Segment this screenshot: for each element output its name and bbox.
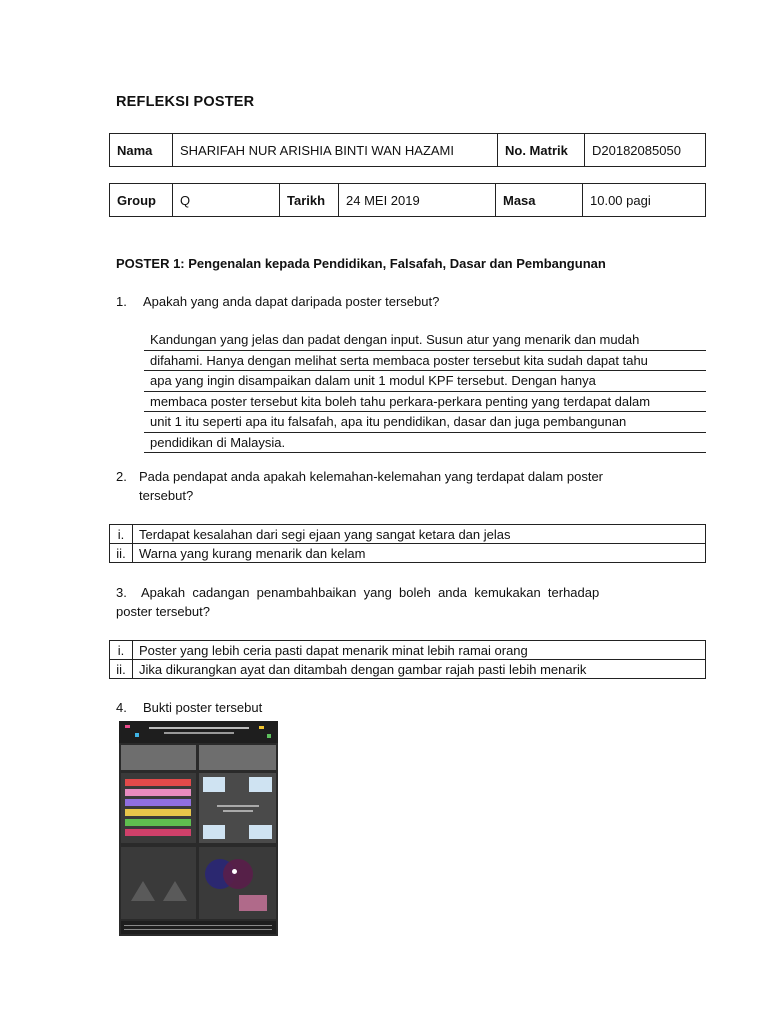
poster-title-line: [124, 929, 272, 930]
q2-text-line2: tersebut?: [139, 488, 194, 503]
matrik-value: D20182085050: [585, 134, 706, 167]
confetti-shape: [259, 726, 264, 729]
q1-text: Apakah yang anda dapat daripada poster tersebut?: [143, 294, 440, 309]
nama-value: SHARIFAH NUR ARISHIA BINTI WAN HAZAMI: [173, 134, 498, 167]
poster-color-bar: [125, 789, 191, 796]
poster-text-box: [239, 895, 267, 911]
q3-text-line2: poster tersebut?: [116, 604, 210, 619]
tarikh-label: Tarikh: [280, 184, 339, 217]
poster-text-box: [249, 825, 272, 839]
poster-color-bar: [125, 819, 191, 826]
q4-number: 4.: [116, 700, 127, 715]
group-label: Group: [110, 184, 173, 217]
confetti-shape: [125, 725, 130, 728]
poster-footer: [121, 921, 276, 934]
poster-text-box: [203, 825, 225, 839]
q1-answer: [144, 330, 706, 453]
poster-color-bar: [125, 829, 191, 836]
poster-shape: [163, 881, 187, 901]
poster-dot: [232, 869, 237, 874]
poster-color-bar: [125, 809, 191, 816]
poster-heading: POSTER 1: Pengenalan kepada Pendidikan, Falsafah, Dasar dan Pembangunan: [116, 256, 606, 271]
list-item-text: Poster yang lebih ceria pasti dapat menarik minat lebih ramai orang: [133, 641, 706, 660]
list-item: [110, 641, 706, 660]
list-item-number: i.: [110, 641, 133, 660]
confetti-shape: [135, 733, 139, 737]
q2-list: [109, 524, 706, 563]
list-item-number: ii.: [110, 544, 133, 563]
poster-title-line: [149, 727, 249, 729]
answer-line: difahami. Hanya dengan melihat serta membaca poster tersebut kita sudah dapat tahu: [144, 351, 706, 372]
list-item-text: Warna yang kurang menarik dan kelam: [133, 544, 706, 563]
list-item-number: i.: [110, 525, 133, 544]
q2-text-line1: Pada pendapat anda apakah kelemahan-kelemahan yang terdapat dalam poster: [139, 469, 604, 484]
poster-title-line: [223, 810, 253, 812]
q3-text-line1: Apakah cadangan penambahbaikan yang boleh anda kemukakan terhadap: [141, 585, 600, 600]
list-item-text: Terdapat kesalahan dari segi ejaan yang sangat ketara dan jelas: [133, 525, 706, 544]
poster-color-bar: [125, 779, 191, 786]
q2-number: 2.: [116, 469, 127, 484]
masa-label: Masa: [496, 184, 583, 217]
q3-number: 3.: [116, 585, 127, 600]
group-value: Q: [173, 184, 280, 217]
q1-number: 1.: [116, 294, 127, 309]
tarikh-value: 24 MEI 2019: [339, 184, 496, 217]
list-item-number: ii.: [110, 660, 133, 679]
poster-title-line: [164, 732, 234, 734]
q4-text: Bukti poster tersebut: [143, 700, 263, 715]
info-table-details: [109, 183, 706, 217]
answer-line: apa yang ingin disampaikan dalam unit 1 modul KPF tersebut. Dengan hanya: [144, 371, 706, 392]
answer-line: Kandungan yang jelas dan padat dengan input. Susun atur yang menarik dan mudah: [144, 330, 706, 351]
masa-value: 10.00 pagi: [583, 184, 706, 217]
poster-circle: [223, 859, 253, 889]
poster-text-box: [249, 777, 272, 792]
list-item: [110, 525, 706, 544]
info-table-name: [109, 133, 706, 167]
list-item: [110, 660, 706, 679]
matrik-label: No. Matrik: [498, 134, 585, 167]
poster-shape: [131, 881, 155, 901]
poster-text-box: [203, 777, 225, 792]
poster-color-bar: [125, 799, 191, 806]
page-title: REFLEKSI POSTER: [116, 94, 255, 110]
poster-title-line: [217, 805, 259, 807]
confetti-shape: [267, 734, 271, 738]
q3-list: [109, 640, 706, 679]
list-item: [110, 544, 706, 563]
answer-line: unit 1 itu seperti apa itu falsafah, apa itu pendidikan, dasar dan juga pembangunan: [144, 412, 706, 433]
answer-line: pendidikan di Malaysia.: [144, 433, 706, 454]
nama-label: Nama: [110, 134, 173, 167]
poster-panel: [199, 745, 276, 770]
poster-panel: [121, 745, 196, 770]
poster-title-line: [124, 925, 272, 926]
poster-image: [119, 721, 278, 936]
list-item-text: Jika dikurangkan ayat dan ditambah dengan gambar rajah pasti lebih menarik: [133, 660, 706, 679]
answer-line: membaca poster tersebut kita boleh tahu perkara-perkara penting yang terdapat dalam: [144, 392, 706, 413]
